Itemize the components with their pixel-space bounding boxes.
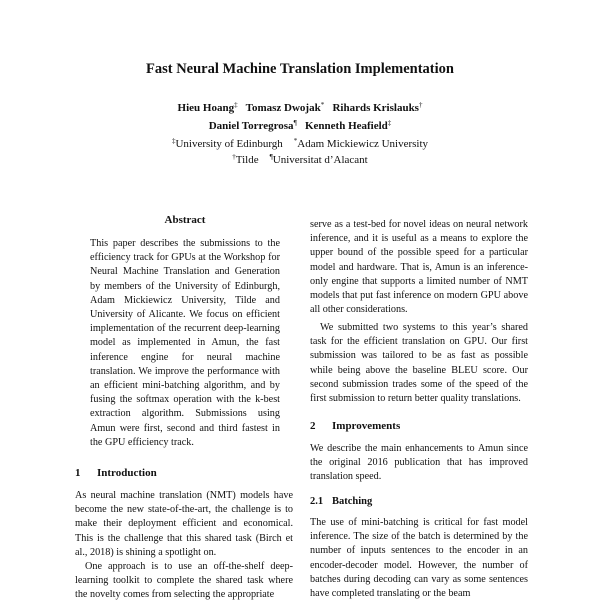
affiliation-list [0, 136, 600, 168]
affiliation-name: Adam Mickiewicz University [297, 138, 429, 150]
affiliation-mark: † [232, 153, 236, 161]
author-list [0, 99, 600, 135]
subsection-number: 2.1 [310, 496, 324, 507]
author-line-2 [0, 117, 600, 135]
author-mark: † [418, 101, 423, 109]
paper-title: Fast Neural Machine Translation Implementation [146, 61, 454, 77]
affiliation-line-1 [0, 136, 600, 152]
section-number: 1 [75, 467, 81, 479]
affiliation-name: Universitat d’Alacant [272, 154, 368, 166]
subsection-heading-batching [310, 496, 372, 507]
section-heading-improvements [310, 420, 400, 432]
author-name: Tomasz Dwojak [245, 102, 321, 114]
author-name: Hieu Hoang [177, 102, 235, 114]
author-line-1 [0, 99, 600, 117]
right-column-paragraph-2: We submitted two systems to this year’s shared task for the efficient translation on GPU. Our first submission was tailored to be as fast as possible while being above the baseline BLEU score. Our second submission trades some of the speed of the first submission to return better quality translations. [310, 322, 528, 405]
section-number: 2 [310, 420, 316, 432]
affiliation-mark: ‡ [171, 137, 176, 145]
author-mark: ‡ [387, 119, 392, 127]
right-column-paragraph-1: serve as a test-bed for novel ideas on neural network inference, and it is useful as a means to explore the upper bound of the possible speed for a particular model and hardware. That is, Amun is an inference-only engine that supports a limited number of NMT models that put fast inference on modern GPU above all other considerations. [310, 219, 528, 316]
abstract-text: This paper describes the submissions to the efficiency track for GPUs at the Workshop for Neural Machine Translation and Generation by members of the University of Edinburgh, Adam Mickiewicz University, Tilde and University of Alicante. We focus on efficient implementation of the recurrent deep-learning model as implemented in Amun, the fast inference engine for neural machine translation. We improve the performance with an efficient mini-batching algorithm, and by fusing the softmax operation with the k-best extraction algorithm. Submissions using Amun were first, second and third fastest in the GPU efficiency track. [90, 238, 280, 448]
section-heading-introduction [75, 467, 157, 479]
author-mark: ‡ [234, 101, 238, 109]
affiliation-name: University of Edinburgh [175, 138, 283, 150]
abstract-heading: Abstract [164, 214, 206, 226]
introduction-paragraph-1: As neural machine translation (NMT) models have become the new state-of-the-art, the challenge is to make their deployment efficient and economical. This is the challenge that this shared task (Birch et al., 2018) is shining a spotlight on. [75, 490, 293, 558]
author-mark: * [320, 101, 325, 109]
author-name: Rihards Krislauks [332, 102, 419, 114]
affiliation-name: Tilde [235, 154, 259, 166]
batching-paragraph-1: The use of mini-batching is critical for fast model inference. The size of the batch is determined by the number of inputs sentences to the encoder in an encoder-decoder model. However, the number of batches during decoding can vary as some sentences have completed translating or the beam [310, 517, 528, 600]
subsection-title: Batching [332, 496, 373, 507]
author-mark: ¶ [293, 119, 297, 127]
author-name: Daniel Torregrosa [208, 120, 294, 132]
affiliation-mark: ¶ [269, 153, 273, 161]
section-title: Improvements [332, 420, 401, 432]
section-title: Introduction [97, 467, 157, 479]
affiliation-mark: * [293, 137, 298, 145]
affiliation-line-2 [0, 152, 600, 168]
improvements-paragraph-1: We describe the main enhancements to Amun since the original 2016 publication that has improved translation speed. [310, 443, 528, 483]
author-name: Kenneth Heafield [304, 120, 388, 132]
introduction-paragraph-2: One approach is to use an off-the-shelf deep-learning toolkit to complete the shared task where the novelty comes from selecting the appropriate [75, 561, 293, 601]
